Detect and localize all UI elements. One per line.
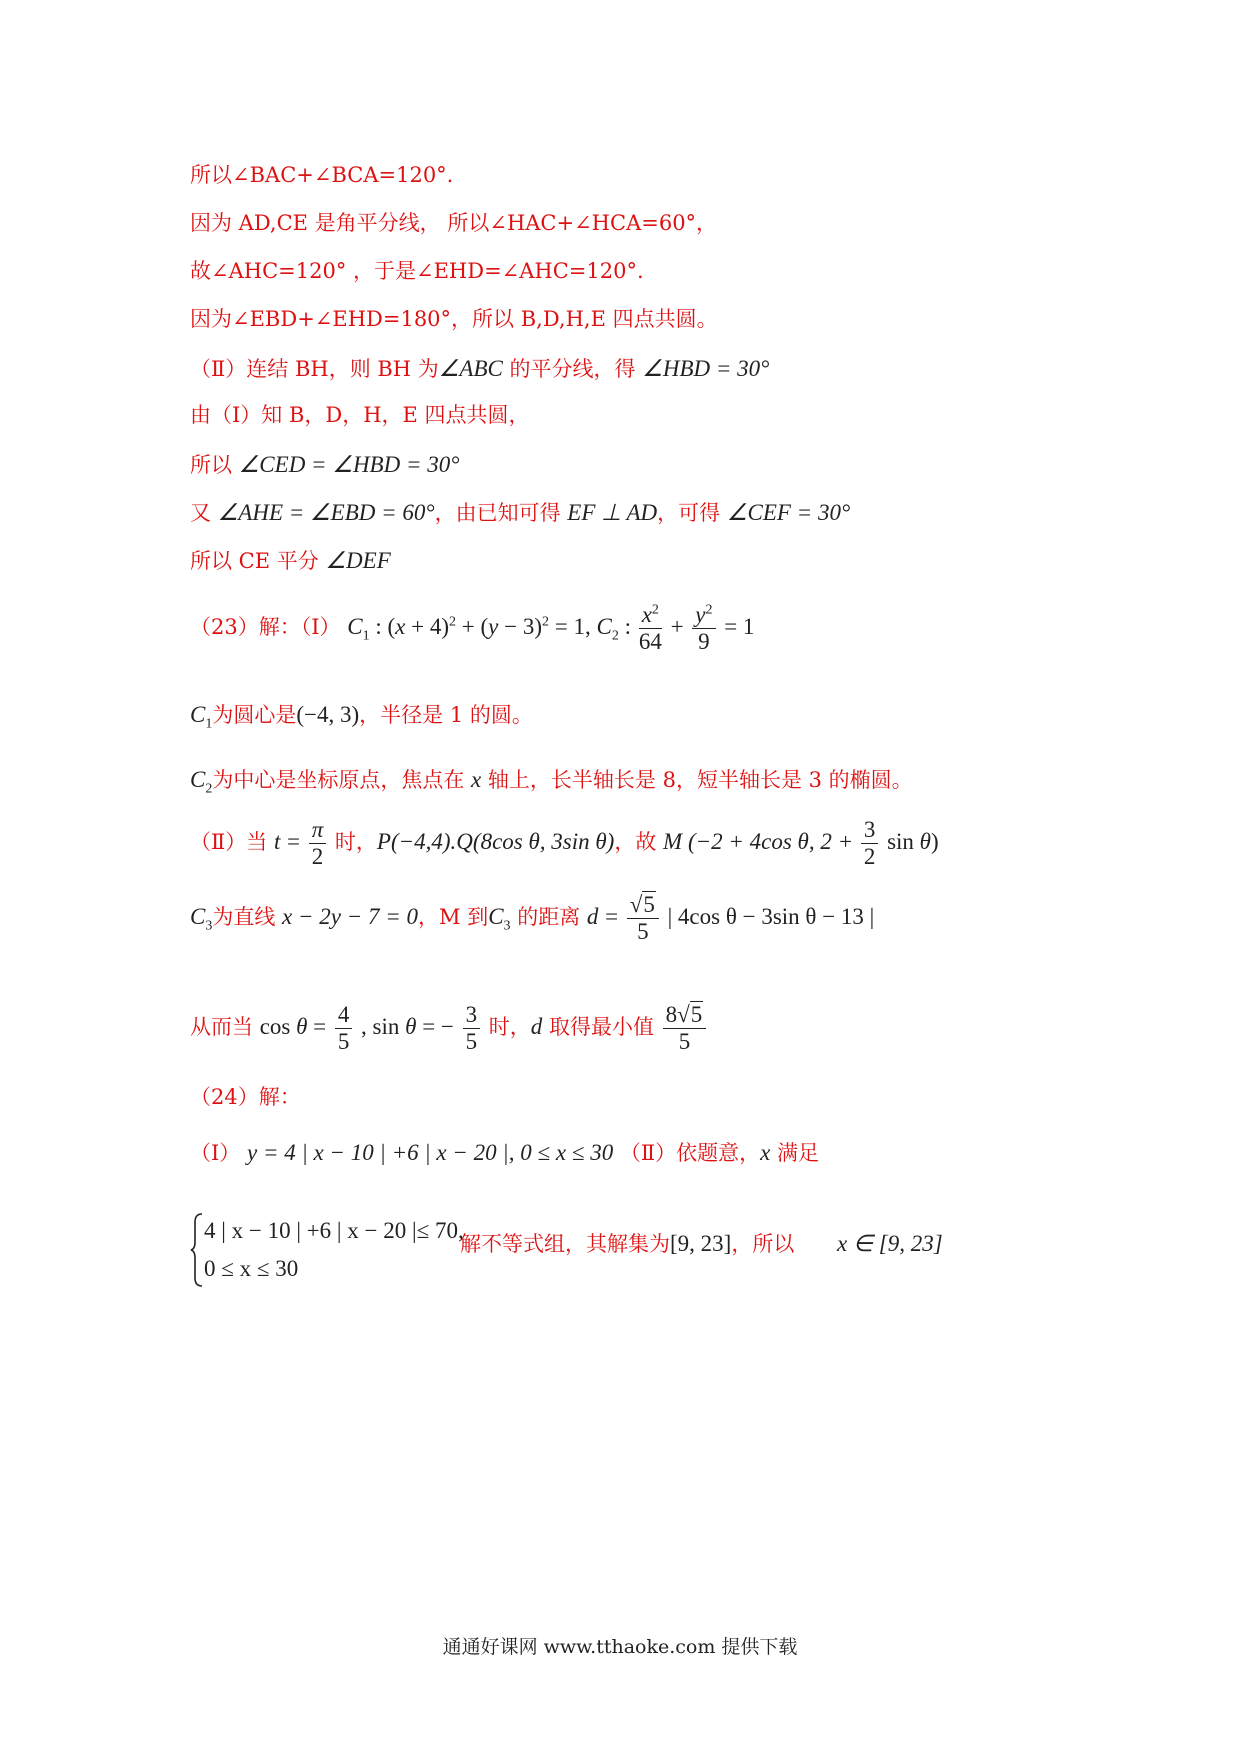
fraction-y2-9: $\frac{y^2}{9}$ [692, 603, 715, 654]
fraction-3-2: $\frac{3}{2}$ [861, 818, 879, 869]
line-18 [460, 1232, 943, 1255]
line-8-text-c: ，可得 [657, 501, 727, 525]
line-12: $C_2$为中心是坐标原点，焦点在 x 轴上，长半轴长是 8，短半轴长是 3 的椭圆。 [190, 767, 913, 797]
line-13-math-m: M (−2 + 4cos θ, 2 + [663, 829, 859, 855]
line-14-line-eq: x − 2y − 7 = 0 [282, 904, 419, 930]
line-10: （23）解：（Ⅰ） $C_1$ : $(x + 4)^2 + (y - 3)^2 = 1$, $C_2$ : $\frac{x^2}{64}$ + $\frac{y^2}{9}$ = 1 [190, 602, 755, 655]
line-15-text-b: 时， [488, 1015, 531, 1040]
q23-c1-equation: $C_1$ : $(x + 4)^2 + (y - 3)^2 = 1$, $C_2$ : [347, 614, 637, 644]
line-18-interval: [9, 23] [670, 1231, 732, 1256]
system-row-1: 4 | x − 10 | +6 | x − 20 |≤ 70, [204, 1218, 464, 1243]
line-9 [190, 549, 391, 572]
fraction-sqrt5-5: $\frac{√5}{5}$ [627, 893, 659, 944]
line-13-text-a: （Ⅱ）当 [190, 830, 274, 855]
line-13-math-pq: P(−4,4).Q(8cos θ, 3sin θ) [376, 829, 615, 855]
line-14-text-c: 的距离 [510, 905, 587, 930]
line-14-abs: | 4cos θ − 3sin θ − 13 | [667, 904, 875, 930]
line-18-text-b: ，所以 [731, 1232, 795, 1256]
line-8 [190, 501, 850, 524]
line-12-text-b: 轴上，长半轴长是 8，短半轴长是 3 的椭圆。 [481, 768, 913, 792]
line-14-text-b: ，M 到 [418, 905, 489, 930]
line-13-text-c: ，故 [614, 830, 664, 855]
line-15-text-a: 从而当 [190, 1015, 260, 1040]
line-12-text-a: 为中心是坐标原点，焦点在 [212, 768, 472, 792]
line-17-text-b: （Ⅱ）依题意， [613, 1141, 761, 1165]
left-brace-icon [190, 1212, 204, 1288]
line-3: 故∠AHC=120° ，于是∠EHD=∠AHC=120°. [190, 259, 644, 283]
line-9-math: ∠DEF [325, 548, 391, 573]
line-8-math-b: EF ⊥ AD [567, 500, 658, 525]
fraction-x2-64: $\frac{x^2}{64}$ [638, 602, 662, 655]
line-13: （Ⅱ）当 t = $\frac{\pi}{2}$ 时，P(−4,4).Q(8cos θ, 3sin θ)，故 M (−2 + 4cos θ, 2 + $\frac{3}{2}$ sin θ) [190, 817, 939, 870]
line-15-text-c: 取得最小值 [542, 1015, 654, 1040]
line-14-text-a: 为直线 [212, 905, 283, 930]
fraction-pi-2: $\frac{\pi}{2}$ [309, 818, 327, 869]
line-13-text-b: 时， [334, 830, 377, 855]
line-17-function: y = 4 | x − 10 | +6 | x − 20 |, 0 ≤ x ≤ 30 [246, 1140, 614, 1165]
line-11-text-b: ，半径是 1 的圆。 [359, 703, 533, 727]
line-6: 由（Ⅰ）知 B，D，H，E 四点共圆， [190, 403, 530, 427]
line-9-text: 所以 CE 平分 [190, 549, 326, 573]
line-7-math: ∠CED = ∠HBD = 30° [238, 452, 460, 477]
fraction-4-5: $\frac{4}{5}$ [335, 1003, 353, 1054]
line-7-text-a: 所以 [190, 453, 239, 477]
line-18-answer: x ∈ [9, 23] [837, 1231, 943, 1256]
line-1: 所以∠BAC+∠BCA=120°. [190, 163, 454, 187]
line-4: 因为∠EBD+∠EHD=180°，所以 B,D,H,E 四点共圆。 [190, 307, 718, 331]
q23-label: （23）解：（Ⅰ） [190, 615, 341, 640]
line-11-center: (−4, 3) [296, 702, 360, 727]
line-8-text-b: ，由已知可得 [434, 501, 568, 525]
line-18-text-a: 解不等式组，其解集为 [460, 1232, 670, 1256]
line-8-math-a: ∠AHE = ∠EBD = 60° [217, 500, 435, 525]
fraction-8sqrt5-5: $\frac{8√5}{5}$ [663, 1003, 707, 1054]
line-5-math-b: ∠HBD = 30° [642, 356, 770, 381]
line-7 [190, 453, 459, 476]
line-14: $C_3$为直线 x − 2y − 7 = 0，M 到$C_3$ 的距离 d = $\frac{√5}{5}$ | 4cos θ − 3sin θ − 13 | [190, 892, 875, 945]
line-15: 从而当 cos θ = $\frac{4}{5}$ , sin θ = − $\frac{3}{5}$ 时，d 取得最小值 $\frac{8√5}{5}$ [190, 1003, 708, 1054]
line-17: （Ⅰ） y = 4 | x − 10 | +6 | x − 20 |, 0 ≤ x ≤ 30 （Ⅱ）依题意，x 满足 [190, 1140, 820, 1165]
line-16: （24）解： [190, 1085, 301, 1109]
fraction-3-5: $\frac{3}{5}$ [463, 1003, 481, 1054]
page-footer: 通通好课网 www.tthaoke.com 提供下载 [442, 1636, 798, 1658]
line-5 [190, 357, 769, 380]
line-8-text-a: 又 [190, 501, 218, 525]
line-11-text-a: 为圆心是 [212, 703, 297, 727]
line-5-text-a: （Ⅱ）连结 BH，则 BH 为 [190, 357, 439, 381]
line-8-math-c: ∠CEF = 30° [726, 500, 851, 525]
line-17-text-a: （Ⅰ） [190, 1141, 247, 1165]
system-row-2: 0 ≤ x ≤ 30 [204, 1256, 299, 1281]
line-17-text-c: 满足 [770, 1141, 820, 1165]
line-5-text-b: 的平分线，得 [502, 357, 643, 381]
line-11: $C_1$为圆心是(−4, 3)，半径是 1 的圆。 [190, 702, 533, 732]
line-5-math-a: ∠ABC [438, 356, 503, 381]
line-2: 因为 AD,CE 是角平分线， 所以∠HAC+∠HCA=60°， [190, 211, 718, 235]
